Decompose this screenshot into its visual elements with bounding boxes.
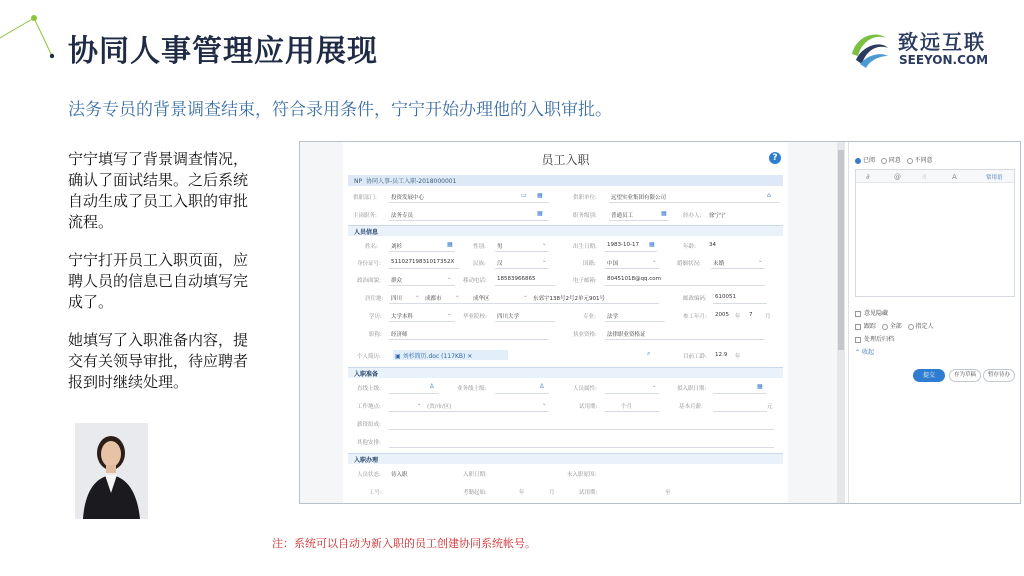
work-place-underline[interactable]	[389, 411, 549, 412]
salary-unit: 元	[767, 404, 773, 410]
section-onboarding-prep	[348, 367, 783, 378]
postcode-underline	[713, 303, 767, 304]
org-tree-icon[interactable]: ▦	[537, 192, 543, 199]
major-value[interactable]: 法学	[607, 314, 619, 320]
approval-panel	[848, 142, 1021, 504]
seeyon-logo-icon	[846, 24, 892, 70]
form-title: 员工入职	[541, 153, 590, 167]
position-value[interactable]: 法务专员	[391, 213, 414, 219]
nation-underline	[605, 268, 659, 269]
id-underline	[389, 268, 459, 269]
name-value[interactable]: 刘杉	[391, 244, 403, 250]
probation2-label: 试用期:	[579, 490, 598, 496]
email-label: 电子邮箱:	[573, 278, 597, 284]
opt-disagree-label: 不同意	[914, 157, 933, 164]
track-specified-label: 指定人	[915, 323, 934, 330]
entry-date-label: 入职日期:	[463, 472, 487, 478]
resume-attachment[interactable]	[393, 350, 508, 360]
gender-value[interactable]: 男	[497, 244, 503, 250]
major-label: 专业:	[583, 314, 596, 320]
school-label: 毕业院校:	[463, 314, 487, 320]
political-dropdown-icon[interactable]: ⌄	[447, 275, 452, 281]
province-value[interactable]: 四川	[391, 296, 403, 302]
ethnic-dropdown-icon[interactable]: ⌄	[542, 258, 547, 264]
user-select-icon-2[interactable]: ♙	[539, 383, 545, 390]
postcode-value[interactable]: 610051	[715, 294, 736, 300]
employee-onboarding-form	[343, 142, 788, 504]
calendar-icon[interactable]: ▦	[649, 241, 655, 248]
license-value[interactable]: 法律职业资格证	[607, 332, 646, 338]
hire-dept-value[interactable]: 投资发展中心	[391, 195, 425, 201]
form-number-bar	[348, 175, 783, 186]
province-dropdown-icon[interactable]: ⌄	[415, 293, 420, 299]
footnote: 注：系统可以自动为新入职的员工创建协同系统帐号。	[272, 537, 536, 550]
hire-unit-underline	[609, 202, 779, 203]
form-number-value: 协同人事-员工入职-2018000001	[365, 178, 457, 185]
form-scrollbar-thumb[interactable]	[838, 150, 844, 350]
calendar-icon-2[interactable]: ▦	[757, 383, 763, 390]
title-underline	[389, 339, 549, 340]
probation-unit: 个月	[621, 404, 633, 410]
collapse-label: 收起	[861, 349, 874, 356]
direct-leader-label: 直线上级:	[357, 386, 381, 392]
base-salary-underline[interactable]	[713, 411, 767, 412]
id-value[interactable]: 51102719831017352X	[391, 259, 455, 265]
slide-title: 协同人事管理应用展现	[68, 34, 378, 69]
save-draft-button[interactable]: 存为草稿	[949, 369, 981, 382]
political-value[interactable]: 群众	[391, 278, 403, 284]
mobile-label: 移动电话:	[463, 278, 487, 284]
id-card-icon[interactable]: ▦	[447, 241, 453, 248]
section-personal-title: 人员信息	[354, 229, 379, 236]
staff-attr-label: 人员属性:	[573, 386, 597, 392]
attachment-icon[interactable]: ∂	[866, 173, 870, 181]
no-entry-reason-label: 未入职原因:	[567, 472, 597, 478]
attendance-year-unit: 年	[519, 490, 525, 496]
opt-agree[interactable]	[881, 157, 901, 164]
common-phrases-link[interactable]: 常用语	[986, 175, 1003, 181]
gender-underline	[495, 251, 549, 252]
work-place-dropdown-icon-2[interactable]: ⌄	[542, 401, 547, 407]
birth-underline	[605, 251, 657, 252]
probation-label: 试用期:	[579, 404, 598, 410]
email-value[interactable]: 80451018@qq.com	[607, 276, 661, 282]
archive-row[interactable]	[855, 334, 894, 343]
paragraph-3: 她填写了入职准备内容，提交有关领导审批，待应聘者报到时继续处理。	[68, 331, 249, 391]
org-select-icon[interactable]: ▭	[521, 192, 527, 199]
at-icon[interactable]: @	[894, 173, 901, 181]
political-label: 政治面貌:	[357, 278, 381, 284]
education-dropdown-icon[interactable]: ⌄	[447, 311, 452, 317]
track-row[interactable]	[855, 321, 934, 330]
education-value[interactable]: 大学本科	[391, 314, 414, 320]
logo-cn-text: 致远互联	[898, 30, 986, 54]
track-checkbox[interactable]	[855, 324, 861, 330]
nation-dropdown-icon[interactable]: ⌄	[652, 258, 657, 264]
license-underline	[605, 339, 765, 340]
salary-comp-label: 薪资组成:	[357, 422, 381, 428]
school-underline	[495, 321, 555, 322]
marital-dropdown-icon[interactable]: ⌄	[758, 258, 763, 264]
base-salary-label: 基本月薪:	[679, 404, 703, 410]
track-specified-radio[interactable]	[908, 324, 914, 330]
opinion-options	[855, 155, 933, 164]
residence-underline	[389, 303, 659, 304]
title-value[interactable]: 经济师	[391, 332, 408, 338]
direct-leader-underline[interactable]	[389, 393, 439, 394]
paperclip-icon[interactable]: ⌕	[647, 350, 651, 357]
planned-date-label: 拟入职日期:	[677, 386, 707, 392]
radio-read[interactable]	[855, 158, 861, 164]
archive-label: 处理后归档	[864, 336, 895, 343]
thumbs-up-icon[interactable]: ☝	[922, 173, 927, 181]
ethnic-underline	[495, 268, 549, 269]
resume-file-name: 刘杉简历.doc (117KB)	[402, 353, 466, 360]
track-all-radio[interactable]	[882, 324, 888, 330]
collapse-link[interactable]	[855, 347, 874, 356]
person-photo-icon	[75, 423, 148, 519]
hire-unit-value[interactable]: 远望实业集团有限公司	[611, 195, 667, 201]
track-all-label: 全部	[889, 323, 902, 330]
staff-attr-underline[interactable]	[605, 393, 659, 394]
archive-checkbox[interactable]	[855, 337, 861, 343]
hide-opinion-row[interactable]	[855, 308, 888, 317]
hide-opinion-checkbox[interactable]	[855, 311, 861, 317]
name-underline	[389, 251, 455, 252]
salary-comp-underline[interactable]	[389, 429, 774, 430]
staff-status-value: 待入职	[391, 472, 408, 478]
year-unit: 年	[735, 314, 741, 320]
slide-subtitle: 法务专员的背景调查结束，符合录用条件，宁宁开始办理他的入职审批。	[68, 100, 612, 120]
opt-agree-label: 同意	[888, 157, 901, 164]
school-value[interactable]: 四川大学	[497, 314, 520, 320]
major-underline	[605, 321, 665, 322]
marital-underline	[711, 268, 765, 269]
opinion-textarea[interactable]	[855, 169, 1015, 297]
form-number	[354, 176, 456, 185]
home-icon[interactable]: ⌂	[767, 192, 771, 199]
radio-agree[interactable]	[881, 158, 887, 164]
work-place-dropdown-icon[interactable]: ⌄	[417, 401, 422, 407]
postcode-label: 邮政编码:	[683, 296, 707, 302]
age-value: 34	[709, 242, 716, 248]
seeyon-logo	[846, 24, 996, 74]
id-label: 身份证号:	[357, 261, 381, 267]
attendance-start-label: 考勤起始:	[463, 490, 487, 496]
form-panel	[300, 142, 845, 504]
mobile-value[interactable]: 18583966865	[497, 276, 536, 282]
birth-label: 出生日期:	[573, 244, 597, 250]
work-start-month[interactable]: 7	[749, 312, 753, 318]
other-label: 其他安排:	[357, 440, 381, 446]
work-place-hint: (省/市/区)	[427, 404, 452, 410]
marital-label: 婚姻状况:	[677, 261, 701, 267]
residence-label: 居住地:	[365, 296, 384, 302]
email-underline	[605, 285, 765, 286]
section-prep-title: 入职准备	[354, 371, 379, 378]
logo-en-text: SEEYON.COM	[899, 53, 989, 67]
job-level-underline	[609, 220, 669, 221]
chevron-up-icon: ⌃	[855, 349, 861, 356]
other-underline[interactable]	[389, 447, 774, 448]
hide-opinion-label: 意见隐藏	[864, 310, 889, 317]
ethnic-value[interactable]: 汉	[497, 261, 503, 267]
section-personal-info	[348, 225, 783, 236]
planned-date-underline[interactable]	[713, 393, 767, 394]
corner-decoration	[0, 0, 60, 60]
to-label: 至	[665, 490, 671, 496]
education-underline	[389, 321, 455, 322]
marital-value[interactable]: 未婚	[713, 261, 725, 267]
opt-read[interactable]	[855, 157, 875, 164]
onboarding-form-screenshot	[299, 141, 1021, 504]
paragraph-1: 宁宁填写了背景调查情况，确认了面试结果。之后系统自动生成了员工入职的审批流程。	[68, 150, 249, 231]
hire-dept-label: 供职部门:	[353, 195, 377, 201]
age-label: 年龄:	[683, 244, 696, 250]
handler-label: 经办人:	[683, 213, 702, 219]
probation-underline[interactable]	[605, 411, 659, 412]
mobile-underline	[495, 285, 555, 286]
track-label: 跟踪	[864, 323, 877, 330]
job-level-select-icon[interactable]: ▦	[661, 210, 667, 217]
resume-attachment-text: ▣ 刘杉简历.doc (117KB) ✕	[395, 353, 473, 360]
position-underline	[389, 220, 549, 221]
section-onboard-title: 入职办理	[354, 457, 379, 464]
month-unit: 月	[765, 314, 771, 320]
section-onboarding	[348, 453, 783, 464]
paragraph-2: 宁宁打开员工入职页面，应聘人员的信息已自动填写完成了。	[68, 251, 249, 311]
work-years-label: 目前工龄:	[683, 354, 707, 360]
birth-value[interactable]: 1983-10-17	[607, 242, 639, 248]
license-label: 执业资格:	[573, 332, 597, 338]
staff-attr-dropdown-icon[interactable]: ⌄	[652, 383, 657, 389]
address-value[interactable]: 东郊宇138号2号2单元901号	[533, 296, 605, 302]
save-pending-button[interactable]: 暂存待办	[983, 369, 1015, 382]
radio-disagree[interactable]	[907, 158, 913, 164]
work-place-label: 工作地点:	[357, 404, 381, 410]
district-value[interactable]: 成华区	[473, 296, 490, 302]
opt-disagree[interactable]	[907, 157, 933, 164]
help-icon[interactable]: ?	[769, 152, 781, 164]
gender-dropdown-icon[interactable]: ⌄	[542, 241, 547, 247]
dotted-leader-label: 业务线上级:	[457, 386, 487, 392]
ethnic-label: 民族:	[473, 261, 486, 267]
submit-button[interactable]: 提交	[913, 369, 945, 382]
resume-label: 个人简历:	[357, 354, 381, 360]
title-label: 职称:	[369, 332, 382, 338]
political-underline	[389, 285, 455, 286]
work-start-label: 参工年月:	[683, 314, 707, 320]
dotted-leader-underline[interactable]	[495, 393, 549, 394]
work-years-value: 12.9	[715, 352, 728, 358]
attendance-month-unit: 月	[549, 490, 555, 496]
opinion-toolbar	[856, 170, 1014, 183]
work-years-unit: 年	[735, 354, 741, 360]
candidate-photo	[75, 423, 148, 519]
nation-value[interactable]: 中国	[607, 261, 619, 267]
opt-read-label: 已阅	[863, 157, 876, 164]
district-dropdown-icon[interactable]: ⌄	[523, 293, 528, 299]
staff-status-label: 人员状态:	[357, 472, 381, 478]
work-start-year[interactable]: 2005	[715, 312, 729, 318]
gender-label: 性别:	[473, 244, 486, 250]
nation-label: 国籍:	[583, 261, 596, 267]
hire-unit-label: 供职单位:	[573, 195, 597, 201]
user-select-icon[interactable]: ♙	[429, 383, 435, 390]
job-level-value[interactable]: 普通员工	[611, 213, 634, 219]
job-level-label: 职务级别:	[573, 213, 597, 219]
font-icon[interactable]: A	[952, 173, 957, 181]
hire-dept-underline	[389, 202, 549, 203]
city-dropdown-icon[interactable]: ⌄	[455, 293, 460, 299]
employee-no-label: 工号:	[369, 490, 382, 496]
education-label: 学历:	[369, 314, 382, 320]
handler-value: 徐宁宁	[709, 213, 726, 219]
position-select-icon[interactable]: ▦	[537, 210, 543, 217]
position-label: 主岗职务:	[353, 213, 377, 219]
city-value[interactable]: 成都市	[425, 296, 442, 302]
form-number-label: NP	[354, 178, 363, 185]
name-label: 姓名:	[365, 244, 378, 250]
